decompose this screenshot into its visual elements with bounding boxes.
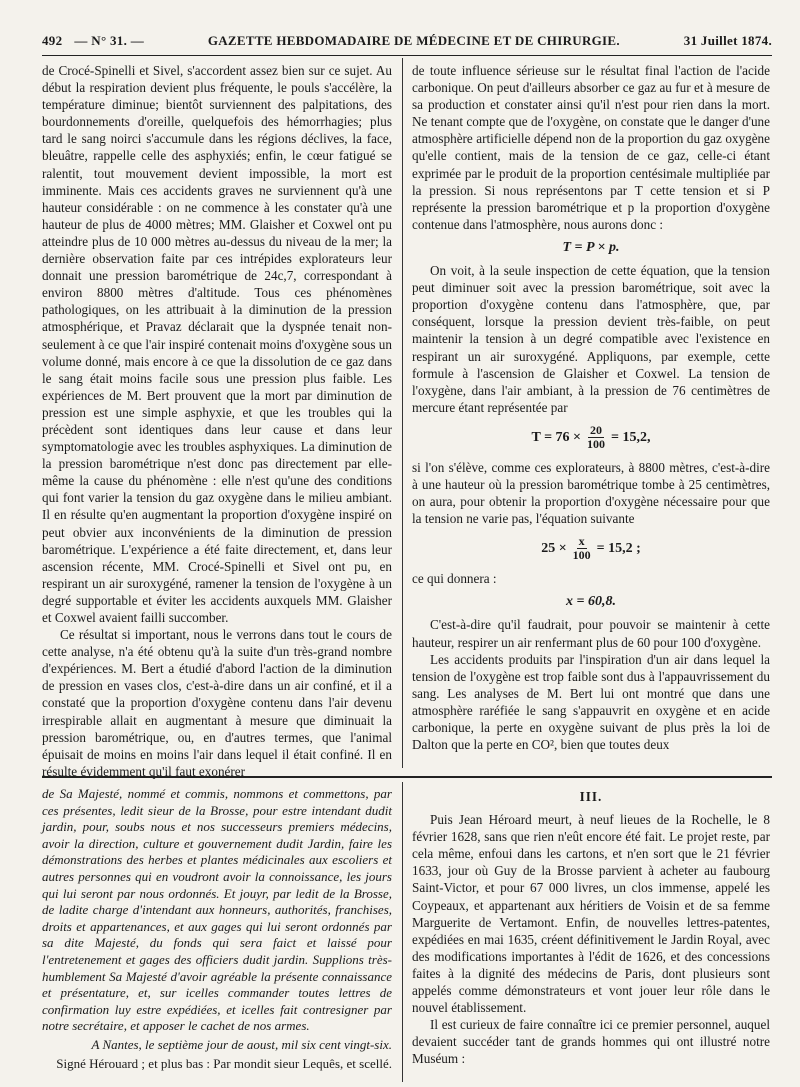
page-header xyxy=(42,30,772,52)
paragraph: Les accidents produits par l'inspiration d'un air dans lequel la tension de l'oxygène est trop faible sont dus à l'appauvrissement du sang. Les analyses de M. Bert lui ont montré que dans une atmosphère raréfiée le sang s'appauvrit en oxygène et en acide carbonique, la perte en oxygène suivant de plus près la loi de Dalton que la perte en CO², bien que toutes deux xyxy=(412,651,770,753)
denominator: 100 xyxy=(587,436,606,451)
decree-signature: Signé Hérouard ; et plus bas : Par mondit sieur Lequês, et scellé. xyxy=(56,1055,392,1071)
formula-right: = 15,2 ; xyxy=(596,541,641,557)
paragraph: Puis Jean Héroard meurt, à neuf lieues de la Rochelle, le 8 février 1628, sans que rien n'eût encore été fait. Le projet reste, par cela même, enfoui dans les cartons, et n'en sort que le 21 février 1633, jour où Guy de la Brosse parvient à acheter au faubourg Saint-Victor, et pour 67 000 livres, un clos immense, appelé les Coypeaux, et appartenant aux héritiers de Voisin et de sa femme Marguerite de Vertamont. Enfin, de nouvelles lettres-patentes, expédiées en mai 1635, créent définitivement le Jardin Royal, avec des modifications importantes à l'édit de 1626, et des concessions faites à la dignité des médecins de Paris, dont plusieurs sont appelés comme démonstrateurs et vont jouer leur rôle dans le nouvel établissement. xyxy=(412,812,770,1016)
lower-left-column xyxy=(42,786,392,1076)
formula-result: x = 60,8. xyxy=(566,594,616,610)
page-number: 492 xyxy=(42,33,63,48)
issue-date: 31 Juillet 1874. xyxy=(683,33,772,48)
upper-left-column xyxy=(42,62,392,779)
decree-text: de Sa Majesté, nommé et commis, nommons et commettons, par ces présentes, ledit sieur de la Brosse, pour estre intendant dudit jardin, pour, soubs nous et nos successeurs premiers médecins, avoir la direction, culture et gouvernement dudit Jardin, faire les démonstrations des herbes et plantes médicinales aux escoliers et autres personnes qui en voudront avoir la connoissance, les jours qui lui seront par nous ordonnés. Et jouyr, par ledit de la Brosse, de ladite charge d'intendant aux honneurs, authorités, franchises, droits et appartenances, et aux gages qui lui seront ordonnés par sa dite Majesté, du fonds qui sera faict et laissé pour l'entretenement et gages des officiers dudit jardin. Supplions très-humblement Sa Majesté d'avoir agréable la présente connaissance et présentature, et, sur icelles commander toutes lettres de confirmation luy estre expédiées, et icelles fait contresigner par notre secrétaire, et apposer le cachet de nos armes. xyxy=(42,786,392,1034)
column-divider-top xyxy=(402,58,403,768)
paragraph: ce qui donnera : xyxy=(412,571,497,587)
formula-right: = 15,2, xyxy=(611,429,651,445)
numerator: 20 xyxy=(590,422,603,437)
paragraph: de toute influence sérieuse sur le résultat final l'action de l'acide carbonique. On peut d'ailleurs absorber ce gaz au fur et à mesure de sa production et constater ainsi qu'il n'est pour rien dans la mort. Ne tenant compte que de l'oxygène, on constate que le danger d'une atmosphère artificielle dépend non de la proportion du gaz oxygène qu'elle contient, mais de la tension de ce gaz, celle-ci étant exprimée par le produit de la proportion centésimale multipliée par la pression. Si nous représentons par T cette tension et si P représente la pression barométrique et p la proportion d'oxygène contenue dans l'atmosphère, nous aurons donc : xyxy=(412,63,770,232)
formula-tension: T = P × p. xyxy=(562,239,620,255)
decree-closing: A Nantes, le septième jour de aoust, mil six cent vingt-six. xyxy=(91,1036,392,1052)
formula-altitude xyxy=(412,535,770,562)
journal-title: GAZETTE HEBDOMADAIRE DE MÉDECINE ET DE CHIRURGIE. xyxy=(207,33,620,48)
header-rule xyxy=(42,55,772,56)
paragraph: On voit, à la seule inspection de cette équation, que la tension peut diminuer soit avec la pression barométrique, soit avec la proportion d'oxygène contenu dans l'atmosphère, que, par conséquent, lorsque la pression devient très-faible, on peut maintenir la tension à un degré compatible avec l'existence en respirant un air suroxygéné. Appliquons, par exemple, cette formule à l'ascension de Glaisher et Coxwel. La tension de l'oxygène, dans l'air ambiant, à la pression de 76 centimètres de mercure étant représentée par xyxy=(412,263,770,415)
column-divider-bottom xyxy=(402,782,403,1082)
upper-right-column xyxy=(412,62,770,770)
paragraph: Il est curieux de faire connaître ici ce premier personnel, auquel devaient succéder tant de grands hommes qui ont illustré notre Muséum : xyxy=(412,1017,770,1067)
formula-left: 25 × xyxy=(541,541,567,557)
fraction xyxy=(587,424,605,451)
paragraph: de Crocé-Spinelli et Sivel, s'accordent assez bien sur ce sujet. Au début la respiration devient plus fréquente, le pouls s'accélère, la température diminue; bientôt surviennent des palpitations, des bourdonnements d'oreille, quelquefois des hémorrhagies; plus tard le sang noirci s'accumule dans les régions déclives, la face, bleuâtre, rappelle celle des asphyxiés; enfin, le cœur fatigué se ralentit, tout mouvement devient impossible, la mort est imminente. Mais ces accidents graves ne surviennent qu'à une hauteur considérable : on ne commence à les constater qu'à une hauteur de plus de 4000 mètres; MM. Glaisher et Coxwel ont pu atteindre plus de 10 000 mètres au-dessus du niveau de la mer; la dernière observation faite par ces intrépides explorateurs leur donnait une pression barométrique de 24c,7, correspondant à environ 8800 mètres d'altitude. Tous ces phénomènes pathologiques, on les attribuait à la diminution de la pression atmosphérique, et Pravaz déclarait que la dyspnée tenait non-seulement à ce que l'air inspiré contenait moins d'oxygène sous un volume donné, mais encore à ce que la dissolution de ce gaz dans le sang était moins facile sous une pression plus faible. Les expériences de M. Bert prouvent que la mort par diminution de pression est une simple asphyxie, et que les troubles qui la précèdent sont identiques dans leur cause et dans leur symptomatologie avec les troubles asphyxiques. La diminution de la pression barométrique n'est donc pas directement par elle-même la cause du phénomène : elle n'est qu'une des conditions qui font varier la tension du gaz oxygène dans le milieu ambiant. Il en résulte qu'en augmentant la proportion d'oxygène inspiré on peut obvier aux inconvénients de la diminution de pression barométrique. L'expérience a été faite directement, et, dans leur ascension récente, MM. Crocé-Spinelli et Sivel ont pu, en respirant un air suroxygéné, ramener la tension de l'oxygène à un degré supportable et éviter les accidents auxquels MM. Glaisher et Coxwel avaient failli succomber. xyxy=(42,63,392,625)
formula-tension-sea-level xyxy=(412,424,770,451)
paragraph: si l'on s'élève, comme ces explorateurs, à 8800 mètres, c'est-à-dire à une hauteur où la pression barométrique tombe à 25 centimètres, on aura, pour obtenir la proportion d'oxygène nécessaire pour que la tension ne varie pas, l'équation suivante xyxy=(412,459,770,527)
numerator: x xyxy=(578,534,585,549)
denominator: 100 xyxy=(572,548,591,563)
issue-number: — N° 31. — xyxy=(74,33,144,48)
lower-right-column xyxy=(412,786,770,1076)
formula-left: T = 76 × xyxy=(531,429,582,445)
section-heading: III. xyxy=(579,789,603,804)
paragraph: C'est-à-dire qu'il faudrait, pour pouvoir se maintenir à cette hauteur, respirer un air renfermant plus de 60 pour 100 d'oxygène. xyxy=(412,617,770,650)
paragraph: Ce résultat si important, nous le verrons dans tout le cours de cette analyse, n'a été obtenu qu'à la suite d'un très-grand nombre d'expériences. M. Bert a étudié d'abord l'action de la diminution de pression en vases clos, c'est-à-dire dans un air confiné, et il a constaté que la proportion d'oxygène contenu dans l'air devenu irrespirable allait en augmentant à mesure que diminuait la pression barométrique, ou, en d'autres termes, que l'animal épuisait de moins en moins l'air dans lequel il était confiné. Il en résulte évidemment qu'il faut exonérer xyxy=(42,627,392,779)
fraction xyxy=(573,535,591,562)
